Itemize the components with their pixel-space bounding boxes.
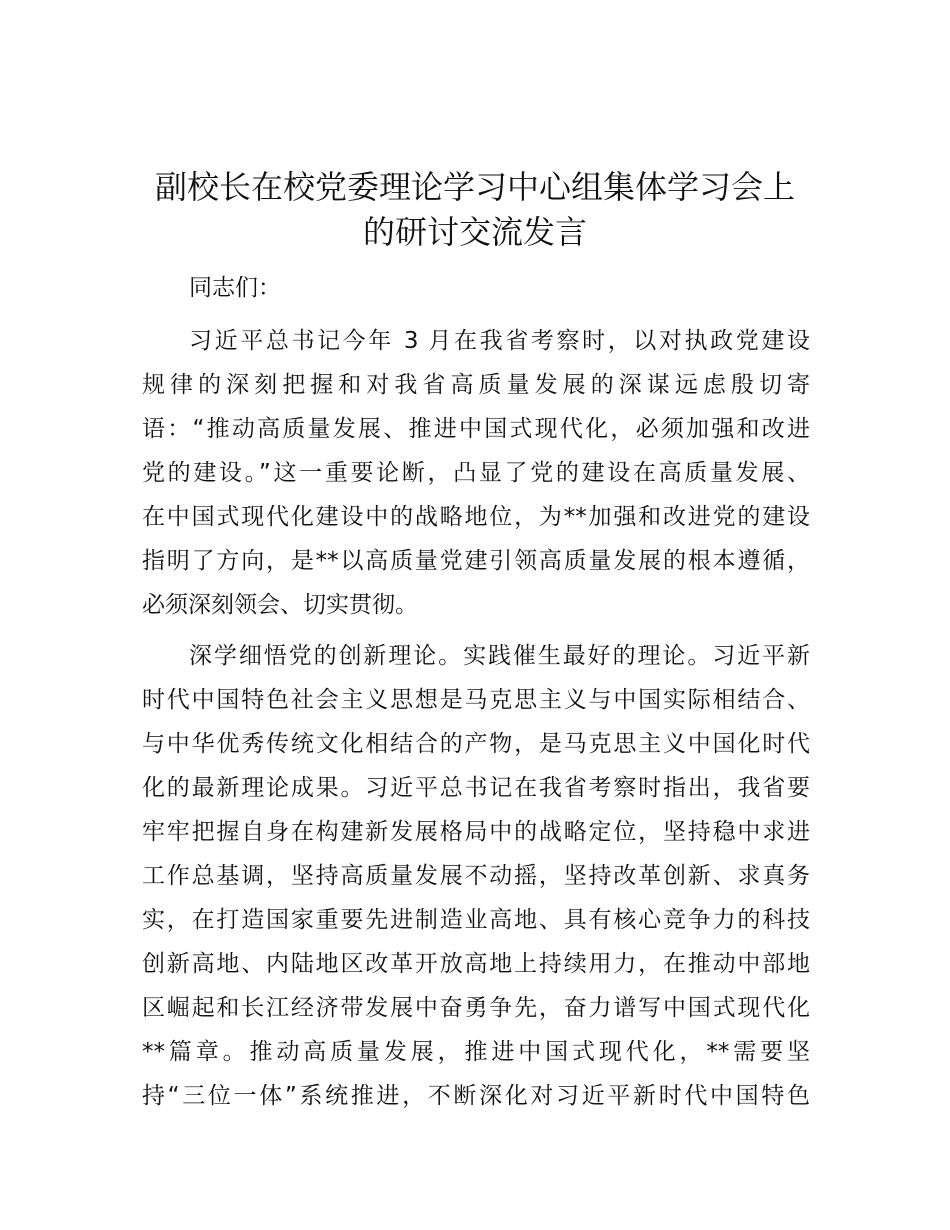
paragraph-2-line-5: 牢牢把握自身在构建新发展格局中的战略定位，坚持稳中求进	[142, 819, 810, 845]
paragraph-2-line-8: 创新高地、内陆地区改革开放高地上持续用力，在推动中部地	[142, 951, 810, 977]
document-title-line-1: 副校长在校党委理论学习中心组集体学习会上	[154, 168, 795, 206]
paragraph-2-line-6: 工作总基调，坚持高质量发展不动摇，坚持改革创新、求真务	[142, 863, 810, 889]
paragraph-2-line-7: 实，在打造国家重要先进制造业高地、具有核心竞争力的科技	[142, 907, 810, 933]
paragraph-1-line-4: 党的建设。”这一重要论断，凸显了党的建设在高质量发展、	[142, 460, 810, 486]
paragraph-1-line-1: 习近平总书记今年 3 月在我省考察时，以对执政党建设	[189, 328, 810, 354]
document-title-line-2: 的研讨交流发言	[362, 213, 587, 251]
paragraph-2-line-9: 区崛起和长江经济带发展中奋勇争先，奋力谱写中国式现代化	[142, 995, 810, 1021]
paragraph-2-line-10: **篇章。推动高质量发展，推进中国式现代化，**需要坚	[142, 1039, 810, 1065]
paragraph-2-line-2: 时代中国特色社会主义思想是马克思主义与中国实际相结合、	[142, 687, 810, 713]
paragraph-2-line-11: 持“三位一体”系统推进，不断深化对习近平新时代中国特色	[142, 1083, 810, 1109]
paragraph-2-line-4: 化的最新理论成果。习近平总书记在我省考察时指出，我省要	[142, 775, 810, 801]
paragraph-1-line-7: 必须深刻领会、切实贯彻。	[142, 592, 418, 618]
paragraph-1-line-5: 在中国式现代化建设中的战略地位，为**加强和改进党的建设	[142, 504, 810, 530]
salutation: 同志们：	[189, 275, 281, 301]
paragraph-1-line-2: 规律的深刻把握和对我省高质量发展的深谋远虑殷切寄	[142, 372, 810, 398]
paragraph-1-line-3: 语：“推动高质量发展、推进中国式现代化，必须加强和改进	[142, 416, 810, 442]
paragraph-2-line-3: 与中华优秀传统文化相结合的产物，是马克思主义中国化时代	[142, 731, 810, 757]
paragraph-2-line-1: 深学细悟党的创新理论。实践催生最好的理论。习近平新	[189, 643, 810, 669]
paragraph-1-line-6: 指明了方向，是**以高质量党建引领高质量发展的根本遵循，	[142, 548, 810, 574]
